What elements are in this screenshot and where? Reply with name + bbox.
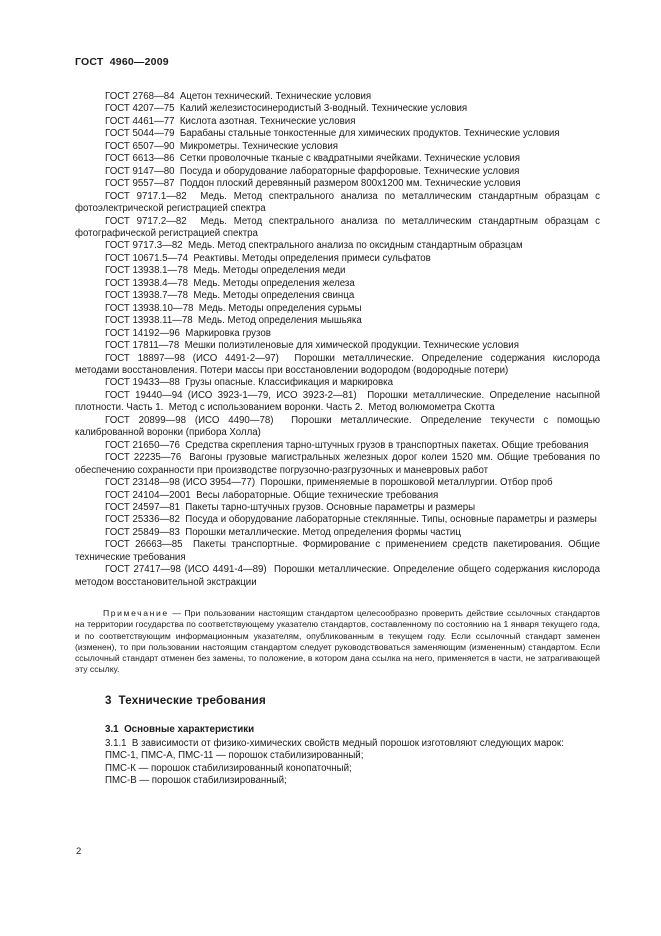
reference-item: ГОСТ 2768—84 Ацетон технический. Технические условия xyxy=(105,91,372,102)
note-label: Примечание xyxy=(103,608,169,619)
reference-item: ГОСТ 24597—81 Пакеты тарно-штучных грузов. Основные параметры и размеры xyxy=(105,501,476,513)
reference-item: ГОСТ 4207—75 Калий железистосинеродистый 3-водный. Технические условия xyxy=(105,103,468,115)
reference-item: ГОСТ 21650—76 Средства скрепления тарно-штучных грузов в транспортных пакетах. Общие требования xyxy=(105,439,589,451)
mark-item: ПМС-1, ПМС-А, ПМС-11 — порошок стабилизированный; xyxy=(105,750,364,762)
reference-item: ГОСТ 5044—79 Барабаны стальные тонкостенные для химических продуктов. Технические условия xyxy=(105,128,560,140)
reference-item: ГОСТ 10671.5—74 Реактивы. Методы определения примеси сульфатов xyxy=(105,252,431,264)
reference-item: ГОСТ 13938.1—78 Медь. Методы определения меди xyxy=(105,265,346,277)
reference-item: ГОСТ 20899—98 (ИСО 4490—78) Порошки металлические. Определение текучести с помощью калиброванной воронки (прибора Холла) xyxy=(75,414,600,439)
reference-item: ГОСТ 14192—96 Маркировка грузов xyxy=(105,327,271,339)
reference-item: ГОСТ 13938.10—78 Медь. Методы определения сурьмы xyxy=(105,302,362,314)
paragraph-3-1-1: 3.1.1 В зависимости от физико-химических свойств медный порошок изготовляют следующих марок: xyxy=(105,737,564,749)
subsection-heading: 3.1 Основные характеристики xyxy=(105,724,255,736)
reference-item: ГОСТ 13938.11—78 Медь. Метод определения мышьяка xyxy=(105,315,362,327)
references-list xyxy=(75,91,600,589)
reference-item: ГОСТ 19433—88 Грузы опасные. Классификация и маркировка xyxy=(105,377,394,389)
reference-item: ГОСТ 18897—98 (ИСО 4491-2—97) Порошки металлические. Определение содержания кислорода методами восстановления. Потери массы при восстановлении водородом (водородные потери) xyxy=(75,352,600,376)
reference-item: ГОСТ 13938.4—78 Медь. Методы определения железа xyxy=(105,277,355,289)
standard-number-header: ГОСТ 4960—2009 xyxy=(75,56,169,68)
reference-item: ГОСТ 9147—80 Посуда и оборудование лабораторные фарфоровые. Технические условия xyxy=(105,165,520,177)
note-text: — При пользовании настоящим стандартом целесообразно проверить действие ссылочных стандартов на территории государства по соответствующему указателю стандартов, составленному по состоянию на 1 января текущего года, и по соответствующим информационным указателям, опубликованным в текущем году. Если ссылочный стандарт заменен (изменен), то при пользовании настоящим стандартом следует руководствоваться заменяющим (измененным) стандартом. Если ссылочный стандарт отменен без замены, то положение, в котором дана ссылка на него, применяется в части, не затрагивающей эту ссылку. xyxy=(75,608,600,675)
reference-item: ГОСТ 17811—78 Мешки полиэтиленовые для химической продукции. Технические условия xyxy=(105,340,519,352)
reference-item: ГОСТ 9717.2—82 Медь. Метод спектрального анализа по металлическим стандартным образцам с фотографической регистрацией спектра xyxy=(75,215,600,239)
mark-item: ПМС-К — порошок стабилизированный конопаточный; xyxy=(105,762,352,774)
page-content xyxy=(75,56,600,788)
reference-item: ГОСТ 26663—85 Пакеты транспортные. Формирование с применением средств пакетирования. Общие технические требования xyxy=(75,539,600,563)
powder-marks-list xyxy=(75,750,600,787)
reference-item: ГОСТ 24104—2001 Весы лабораторные. Общие технические требования xyxy=(105,489,439,501)
reference-item: ГОСТ 9557—87 Поддон плоский деревянный размером 800х1200 мм. Технические условия xyxy=(105,178,521,190)
reference-item: ГОСТ 9717.1—82 Медь. Метод спектрального анализа по металлическим стандартным образцам с фотоэлектрической регистрацией спектра xyxy=(75,190,600,215)
reference-item: ГОСТ 6507—90 Микрометры. Технические условия xyxy=(105,140,338,152)
reference-item: ГОСТ 22235—76 Вагоны грузовые магистральных железных дорог колеи 1520 мм. Общие требования по обеспечению сохранности при производстве погрузочно-разгрузочных и маневровых работ xyxy=(75,452,600,476)
reference-item: ГОСТ 9717.3—82 Медь. Метод спектрального анализа по оксидным стандартным образцам xyxy=(105,240,523,252)
reference-item: ГОСТ 4461—77 Кислота азотная. Технические условия xyxy=(105,115,356,127)
reference-item: ГОСТ 25849—83 Порошки металлические. Метод определения формы частиц xyxy=(105,526,461,538)
note-paragraph xyxy=(75,608,600,675)
reference-item: ГОСТ 6613—86 Сетки проволочные тканые с квадратными ячейками. Технические условия xyxy=(105,153,521,165)
reference-item: ГОСТ 13938.7—78 Медь. Методы определения свинца xyxy=(105,290,355,302)
reference-item: ГОСТ 19440—94 (ИСО 3923-1—79, ИСО 3923-2—81) Порошки металлические. Определение насыпной плотности. Часть 1. Метод с использованием воронки. Часть 2. Метод волюмометра Скотта xyxy=(75,389,600,414)
page-number: 2 xyxy=(76,846,82,857)
reference-item: ГОСТ 25336—82 Посуда и оборудование лабораторные стеклянные. Типы, основные параметры и размеры xyxy=(105,514,597,526)
section-heading: 3 Технические требования xyxy=(105,694,266,708)
reference-item: ГОСТ 27417—98 (ИСО 4491-4—89) Порошки металлические. Определение общего содержания кислорода методом восстановительной экстракции xyxy=(75,564,600,588)
reference-item: ГОСТ 23148—98 (ИСО 3954—77) Порошки, применяемые в порошковой металлургии. Отбор проб xyxy=(105,477,553,489)
mark-item: ПМС-В — порошок стабилизированный; xyxy=(105,775,287,787)
